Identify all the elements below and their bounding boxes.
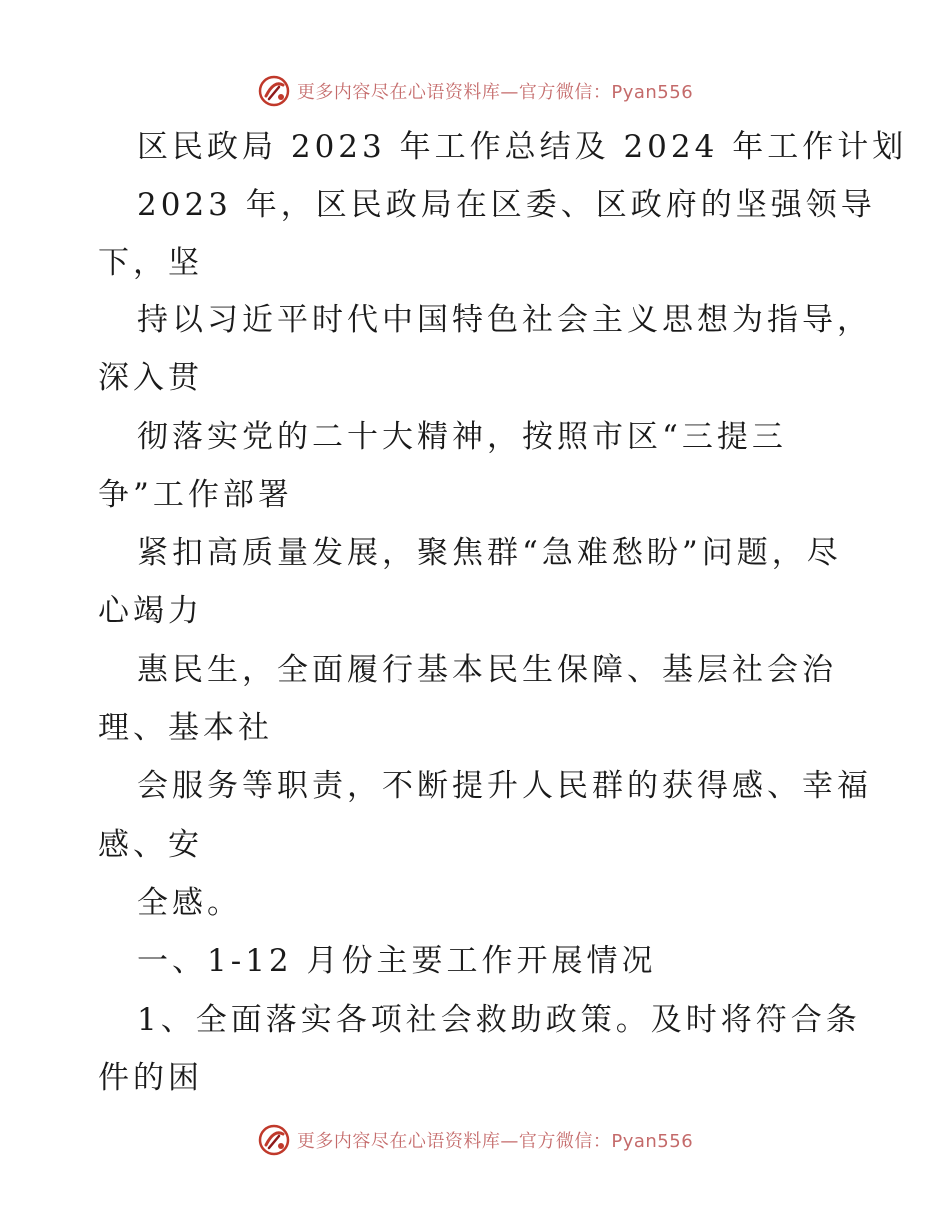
logo-icon <box>257 1123 291 1157</box>
text-line: 紧扣高质量发展，聚焦群“急难愁盼”问题，尽 <box>137 535 842 571</box>
text-line: 1、全面落实各项社会救助政策。及时将符合条 <box>137 1002 861 1038</box>
text-line: 持以习近平时代中国特色社会主义思想为指导， <box>137 302 872 338</box>
watermark-text: 更多内容尽在心语资料库—官方微信：Pyan556 <box>296 82 694 103</box>
text-line: 惠民生，全面履行基本民生保障、基层社会治 <box>137 652 837 688</box>
section-heading: 一、1-12 月份主要工作开展情况 <box>137 943 657 979</box>
text-line: 彻落实党的二十大精神，按照市区“三提三 <box>137 419 787 455</box>
text-line: 感、安 <box>98 827 203 863</box>
text-line: 心竭力 <box>98 593 203 629</box>
watermark-header <box>0 71 950 111</box>
text-line: 会服务等职责，不断提升人民群的获得感、幸福 <box>137 768 872 804</box>
text-line: 理、基本社 <box>98 710 273 746</box>
text-line: 2023 年，区民政局在区委、区政府的坚强领导 <box>137 187 876 223</box>
watermark-footer <box>0 1120 950 1160</box>
text-line: 下，坚 <box>98 245 203 281</box>
text-line: 全感。 <box>137 885 242 921</box>
document-title: 区民政局 2023 年工作总结及 2024 年工作计划 <box>137 129 908 165</box>
text-line: 争”工作部署 <box>98 477 293 513</box>
watermark-text: 更多内容尽在心语资料库—官方微信：Pyan556 <box>296 1131 694 1152</box>
logo-icon <box>257 74 291 108</box>
text-line: 深入贯 <box>98 360 203 396</box>
text-line: 件的困 <box>98 1060 203 1096</box>
